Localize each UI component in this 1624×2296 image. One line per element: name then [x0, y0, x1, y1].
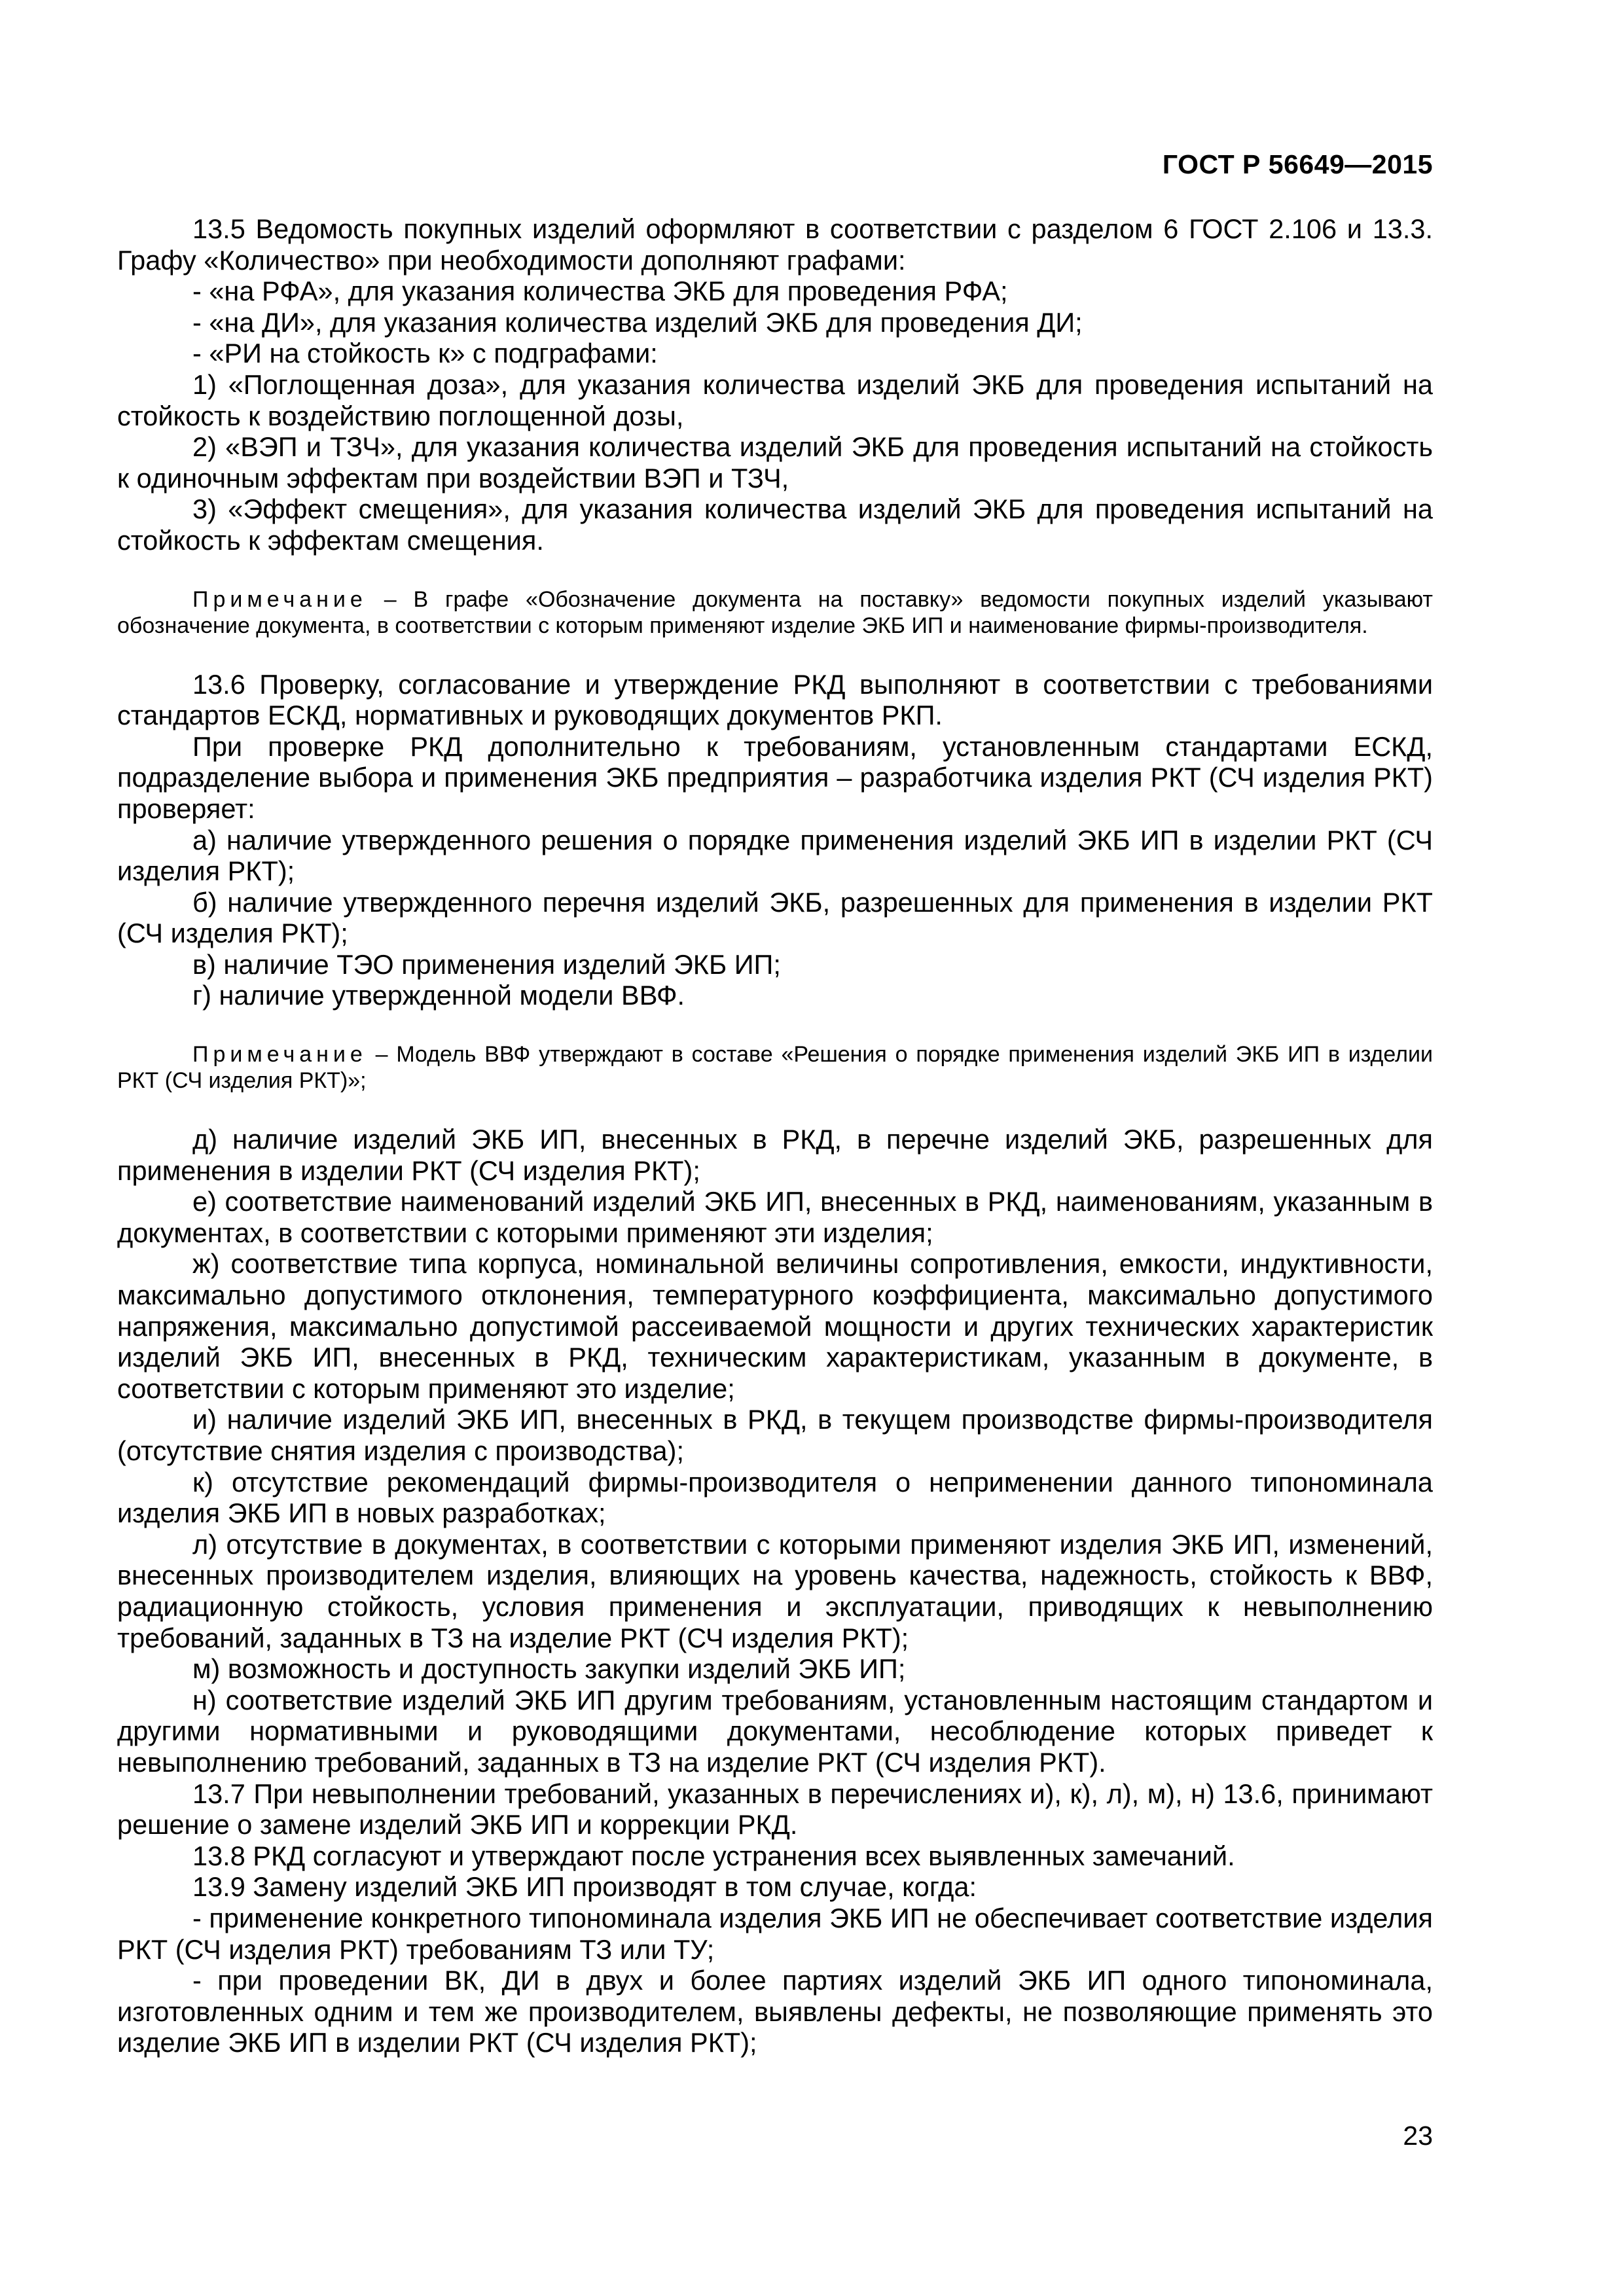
body-paragraph: - «на ДИ», для указания количества изделий ЭКБ для проведения ДИ; [192, 306, 1083, 338]
body-paragraph: е) соответствие наименований изделий ЭКБ ИП, внесенных в РКД, наименованиям, указанным в документах, в соответствии с которыми применяют эти изделия; [117, 1186, 1433, 1248]
body-paragraph: л) отсутствие в документах, в соответствии с которыми применяют изделия ЭКБ ИП, изменений, внесенных производителем изделия, влияющих на уровень качества, надежность, стойкость к ВВФ, радиационную стойкость, условия применения и эксплуатации, приводящих к невыполнению требований, заданных в ТЗ на изделие РКТ (СЧ изделия РКТ); [117, 1528, 1433, 1653]
page-number: 23 [1403, 2121, 1433, 2151]
note-text: – Модель ВВФ утверждают в составе «Решения о порядке применения изделий ЭКБ ИП в изделии РКТ (СЧ изделия РКТ)»; [117, 1042, 1433, 1094]
body-paragraph: - «РИ на стойкость к» с подграфами: [192, 338, 658, 369]
note-label: Примечание [192, 1042, 367, 1067]
body-paragraph: б) наличие утвержденного перечня изделий ЭКБ, разрешенных для применения в изделии РКТ (СЧ изделия РКТ); [117, 886, 1433, 949]
body-paragraph: 13.6 Проверку, согласование и утверждение РКД выполняют в соответствии с требованиями стандартов ЕСКД, нормативных и руководящих документов РКП. [117, 668, 1433, 731]
note-paragraph [117, 1041, 1433, 1094]
body-paragraph: 13.5 Ведомость покупных изделий оформляют в соответствии с разделом 6 ГОСТ 2.106 и 13.3. Графу «Количество» при необходимости дополняют графами: [117, 213, 1433, 276]
body-paragraph: При проверке РКД дополнительно к требованиям, установленным стандартами ЕСКД, подразделение выбора и применения ЭКБ предприятия – разработчика изделия РКТ (СЧ изделия РКТ) проверяет: [117, 730, 1433, 824]
body-paragraph: 13.9 Замену изделий ЭКБ ИП производят в том случае, когда: [192, 1871, 977, 1903]
body-paragraph: - «на РФА», для указания количества ЭКБ для проведения РФА; [192, 276, 1008, 307]
body-paragraph: 2) «ВЭП и ТЗЧ», для указания количества изделий ЭКБ для проведения испытаний на стойкость к одиночным эффектам при воздействии ВЭП и ТЗЧ, [117, 431, 1433, 493]
body-paragraph: - применение конкретного типономинала изделия ЭКБ ИП не обеспечивает соответствие изделия РКТ (СЧ изделия РКТ) требованиям ТЗ или ТУ; [117, 1902, 1433, 1965]
note-text: – В графе «Обозначение документа на поставку» ведомости покупных изделий указывают обозначение документа, в соответствии с которым применяют изделие ЭКБ ИП и наименование фирмы-производителя. [117, 586, 1433, 638]
note-label: Примечание [192, 586, 367, 612]
note-paragraph [117, 586, 1433, 639]
body-paragraph: д) наличие изделий ЭКБ ИП, внесенных в РКД, в перечне изделий ЭКБ, разрешенных для применения в изделии РКТ (СЧ изделия РКТ); [117, 1124, 1433, 1186]
body-paragraph: и) наличие изделий ЭКБ ИП, внесенных в РКД, в текущем производстве фирмы-производителя (отсутствие снятия изделия с производства); [117, 1404, 1433, 1466]
body-paragraph: 13.7 При невыполнении требований, указанных в перечислениях и), к), л), м), н) 13.6, принимают решение о замене изделий ЭКБ ИП и коррекции РКД. [117, 1778, 1433, 1840]
body-paragraph: к) отсутствие рекомендаций фирмы-производителя о неприменении данного типономинала изделия ЭКБ ИП в новых разработках; [117, 1466, 1433, 1529]
body-paragraph: 3) «Эффект смещения», для указания количества изделий ЭКБ для проведения испытаний на стойкость к эффектам смещения. [117, 493, 1433, 556]
body-paragraph: 1) «Поглощенная доза», для указания количества изделий ЭКБ для проведения испытаний на стойкость к воздействию поглощенной дозы, [117, 368, 1433, 431]
body-paragraph: - при проведении ВК, ДИ в двух и более партиях изделий ЭКБ ИП одного типономинала, изготовленных одним и тем же производителем, выявлены дефекты, не позволяющие применять это изделие ЭКБ ИП в изделии РКТ (СЧ изделия РКТ); [117, 1965, 1433, 2058]
body-paragraph: г) наличие утвержденной модели ВВФ. [192, 980, 685, 1011]
body-paragraph: в) наличие ТЭО применения изделий ЭКБ ИП; [192, 948, 781, 980]
body-paragraph: ж) соответствие типа корпуса, номинальной величины сопротивления, емкости, индуктивности, максимально допустимого отклонения, температурного коэффициента, максимально допустимого напряжения, максимально допустимой рассеиваемой мощности и других технических характеристик изделий ЭКБ ИП, внесенных в РКД, техническим характеристикам, указанным в документе, в соответствии с которым применяют это изделие; [117, 1248, 1433, 1404]
body-paragraph: н) соответствие изделий ЭКБ ИП другим требованиям, установленным настоящим стандартом и другими нормативными и руководящими документами, несоблюдение которых приведет к невыполнению требований, заданных в ТЗ на изделие РКТ (СЧ изделия РКТ). [117, 1684, 1433, 1778]
document-header: ГОСТ Р 56649—2015 [1162, 149, 1433, 179]
body-paragraph: а) наличие утвержденного решения о порядке применения изделий ЭКБ ИП в изделии РКТ (СЧ изделия РКТ); [117, 824, 1433, 887]
document-body [117, 213, 1433, 2058]
body-paragraph: 13.8 РКД согласуют и утверждают после устранения всех выявленных замечаний. [192, 1840, 1235, 1871]
body-paragraph: м) возможность и доступность закупки изделий ЭКБ ИП; [192, 1653, 906, 1685]
